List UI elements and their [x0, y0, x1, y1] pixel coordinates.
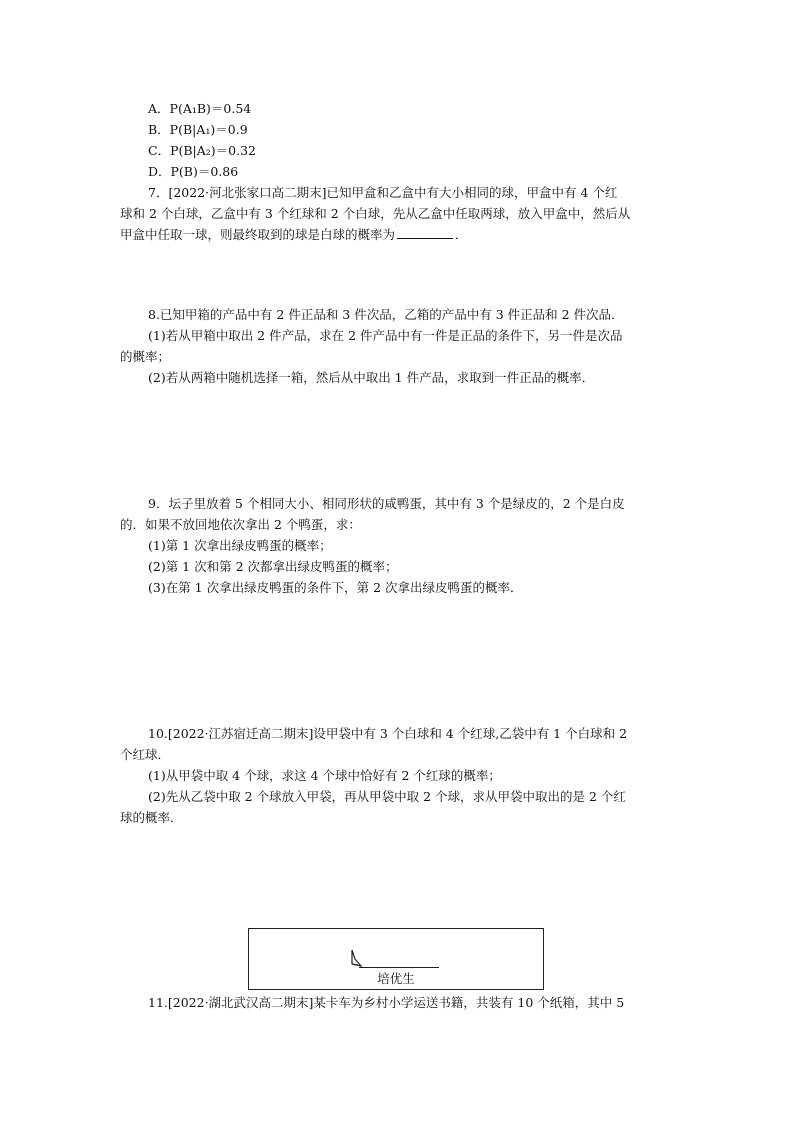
option-b: B．P(B|A₁)＝0.9: [148, 122, 248, 137]
question-7-line-3-end: ．: [455, 227, 468, 242]
question-10-part-1: (1)从甲袋中取 4 个球，求这 4 个球中恰好有 2 个红球的概率；: [148, 768, 501, 783]
question-10-part-2-line-1: (2)先从乙袋中取 2 个球放入甲袋，再从甲袋中取 2 个球，求从甲袋中取出的是 2 个红: [148, 789, 626, 804]
answer-blank: [397, 226, 453, 239]
question-10-part-2-line-2: 球的概率．: [120, 810, 183, 825]
question-11: [120, 992, 676, 1013]
option-c: C．P(B|A₂)＝0.32: [148, 143, 256, 158]
question-9-part-2: (2)第 1 次和第 2 次都拿出绿皮鸭蛋的概率；: [148, 559, 398, 574]
question-9-line-1: 9．坛子里放着 5 个相同大小、相同形状的咸鸭蛋，其中有 3 个是绿皮的，2 个是白皮: [148, 496, 625, 511]
question-10-line-1: 10.[2022·江苏宿迁高二期末]设甲袋中有 3 个白球和 4 个红球,乙袋中有 1 个白球和 2: [148, 726, 628, 741]
question-7: [120, 182, 676, 245]
option-a: A．P(A₁B)＝0.54: [148, 101, 252, 116]
question-10-line-2: 个红球．: [120, 747, 171, 762]
question-8-part-1-line-2: 的概率；: [120, 349, 171, 364]
question-8-part-1-line-1: (1)若从甲箱中取出 2 件产品，求在 2 件产品中有一件是正品的条件下，另一件是次品: [148, 328, 623, 343]
question-9-part-1: (1)第 1 次拿出绿皮鸭蛋的概率；: [148, 538, 332, 553]
question-7-line-2: 球和 2 个白球，乙盒中有 3 个红球和 2 个白球，先从乙盒中任取两球，放入甲盒中，然后从: [120, 206, 631, 221]
pencil-icon: [349, 949, 363, 967]
question-8-stem: 8.已知甲箱的产品中有 2 件正品和 3 件次品，乙箱的产品中有 3 件正品和 2 件次品．: [148, 307, 624, 322]
section-header-box: [248, 928, 544, 990]
answer-options: [120, 98, 676, 182]
section-label: 培优生: [377, 971, 415, 986]
question-9-part-3: (3)在第 1 次拿出绿皮鸭蛋的条件下，第 2 次拿出绿皮鸭蛋的概率．: [148, 580, 523, 595]
question-7-line-1: 7．[2022·河北张家口高二期末]已知甲盒和乙盒中有大小相同的球，甲盒中有 4 个红: [148, 185, 618, 200]
question-8: [120, 304, 676, 388]
option-d: D．P(B)＝0.86: [148, 164, 239, 179]
question-8-part-2: (2)若从两箱中随机选择一箱，然后从中取出 1 件产品，求取到一件正品的概率．: [148, 370, 595, 385]
question-9: [120, 493, 676, 598]
question-7-line-3-text: 甲盒中任取一球，则最终取到的球是白球的概率为: [120, 227, 396, 242]
question-7-line-3: [120, 224, 676, 245]
question-11-line-1: 11.[2022·湖北武汉高二期末]某卡车为乡村小学运送书籍，共装有 10 个纸箱，其中 5: [148, 995, 625, 1010]
question-10: [120, 723, 676, 828]
section-header-rule: [359, 967, 439, 968]
question-9-line-2: 的．如果不放回地依次拿出 2 个鸭蛋，求：: [120, 517, 361, 532]
